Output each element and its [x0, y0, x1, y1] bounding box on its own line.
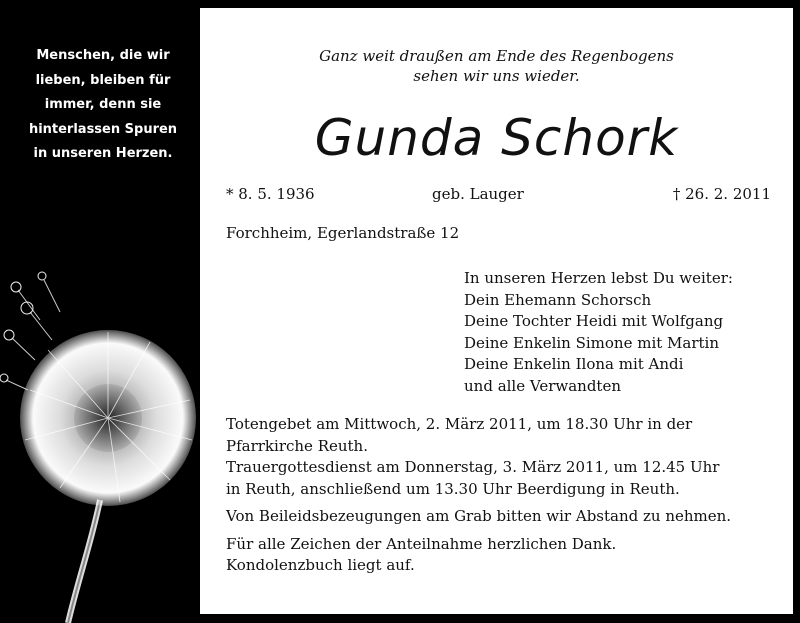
service-line: Für alle Zeichen der Anteilnahme herzlichen Dank. [226, 534, 617, 553]
service-line: Kondolenzbuch liegt auf. [226, 556, 415, 574]
birth-date: * 8. 5. 1936 [226, 185, 315, 203]
motto-line: sehen wir uns wieder. [413, 67, 580, 85]
service-line: Von Beileidsbezeugungen am Grab bitten wir Abstand zu nehmen. [226, 507, 732, 525]
motto [200, 46, 793, 86]
service-line: Trauergottesdienst am Donnerstag, 3. März 2011, um 12.45 Uhr [226, 458, 720, 476]
mourner-line: Deine Enkelin Ilona mit Andi [464, 355, 684, 373]
service-line: Pfarrkirche Reuth. [226, 436, 368, 455]
thanks-paragraph [226, 534, 776, 577]
condolence-note [226, 506, 776, 528]
mourner-line: Deine Enkelin Simone mit Martin [464, 333, 720, 352]
mourner-line: Deine Tochter Heidi mit Wolfgang [464, 312, 724, 330]
mourner-line: Dein Ehemann Schorsch [464, 290, 652, 309]
service-line: in Reuth, anschließend um 13.30 Uhr Beerdigung in Reuth. [226, 479, 680, 498]
death-date: † 26. 2. 2011 [672, 185, 771, 203]
address: Forchheim, Egerlandstraße 12 [226, 224, 460, 242]
service-line: Totengebet am Mittwoch, 2. März 2011, um 18.30 Uhr in der [226, 415, 693, 433]
quote-line: hinterlassen Spuren [28, 121, 178, 137]
service-paragraph [226, 414, 776, 500]
quote-line: immer, denn sie [44, 97, 162, 112]
dandelion-illustration [0, 250, 200, 623]
mourner-line: und alle Verwandten [464, 376, 621, 395]
quote-line: in unseren Herzen. [33, 146, 173, 161]
maiden-name: geb. Lauger [432, 185, 524, 203]
quote-line: lieben, bleiben für [35, 72, 171, 88]
obituary-card [200, 8, 793, 614]
service-details [226, 414, 776, 577]
left-quote [18, 44, 188, 167]
mourners-list [464, 268, 733, 397]
deceased-name: Gunda Schork [314, 109, 679, 167]
motto-line: Ganz weit draußen am Ende des Regenbogens [319, 47, 674, 65]
mourner-line: In unseren Herzen lebst Du weiter: [464, 269, 733, 287]
quote-line: Menschen, die wir [36, 48, 170, 63]
left-panel [0, 0, 200, 623]
